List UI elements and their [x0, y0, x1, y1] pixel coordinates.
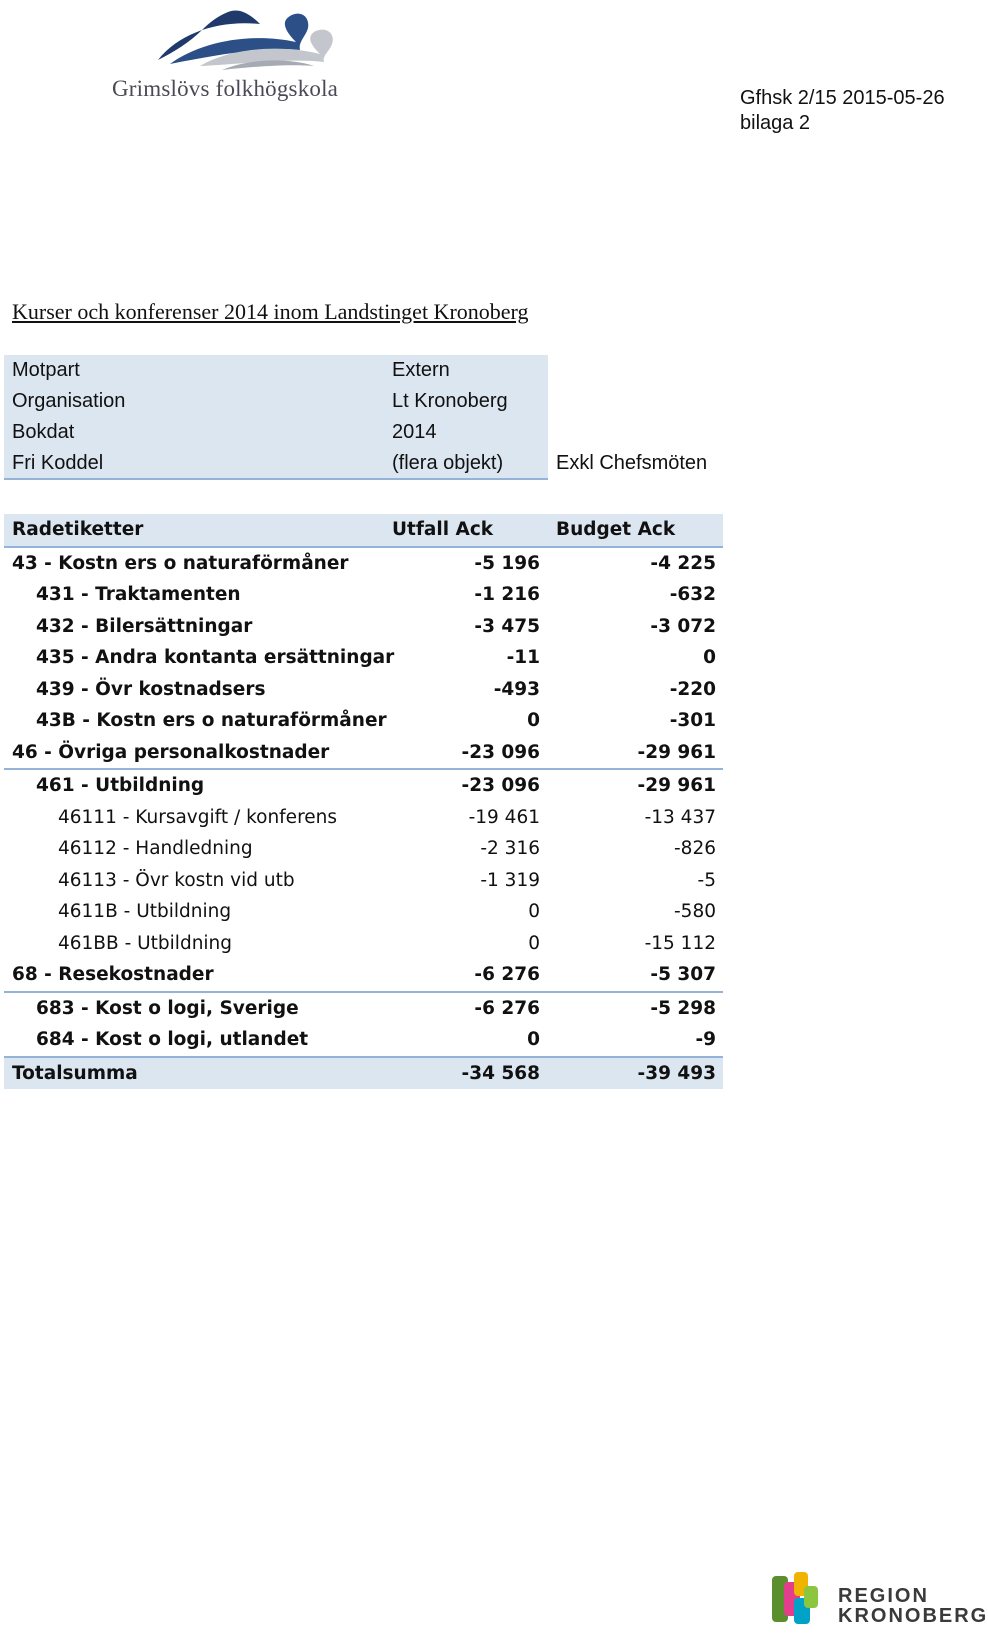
utfall-value: 0	[528, 901, 540, 922]
row-label: 46113 - Övr kostn vid utb	[58, 869, 295, 891]
budget-value: -9	[695, 1029, 716, 1050]
document-reference	[740, 86, 945, 136]
row-label: 435 - Andra kontanta ersättningar	[36, 647, 395, 668]
table-row[interactable]	[4, 833, 723, 865]
table-row[interactable]	[4, 1024, 723, 1056]
filter-row	[4, 448, 724, 479]
budget-value: -4 225	[650, 552, 716, 574]
row-label: 432 - Bilersättningar	[36, 615, 253, 637]
filter-value[interactable]: Lt Kronoberg	[392, 390, 508, 412]
utfall-value: -23 096	[461, 775, 540, 796]
table-row[interactable]	[4, 674, 723, 706]
table-row[interactable]	[4, 993, 723, 1025]
filter-label: Bokdat	[12, 421, 75, 443]
utfall-value: -1 319	[480, 869, 540, 891]
budget-value: -580	[674, 901, 716, 922]
utfall-value: -11	[506, 647, 540, 668]
budget-value: -15 112	[644, 932, 716, 954]
table-row[interactable]	[4, 959, 723, 993]
table-row[interactable]	[4, 802, 723, 834]
filter-label: Organisation	[12, 390, 126, 412]
budget-value: 0	[703, 647, 716, 668]
utfall-value: -19 461	[468, 806, 540, 828]
table-row[interactable]	[4, 737, 723, 771]
total-label: Totalsumma	[12, 1062, 138, 1084]
table-row[interactable]	[4, 611, 723, 643]
row-label: 4611B - Utbildning	[58, 901, 232, 922]
row-label: 43B - Kostn ers o naturaförmåner	[36, 710, 387, 731]
row-label: 46111 - Kursavgift / konferens	[58, 806, 338, 828]
row-label: 684 - Kost o logi, utlandet	[36, 1029, 309, 1050]
budget-value: -29 961	[637, 775, 716, 796]
row-label: 68 - Resekostnader	[12, 964, 214, 985]
table-row[interactable]	[4, 865, 723, 897]
table-row[interactable]	[4, 705, 723, 737]
row-label: 431 - Traktamenten	[36, 584, 241, 605]
budget-value: -5 307	[650, 964, 716, 985]
column-header-utfall: Utfall Ack	[392, 519, 494, 540]
utfall-value: 0	[527, 1029, 540, 1050]
table-row[interactable]	[4, 770, 723, 802]
pivot-table	[4, 514, 723, 1089]
utfall-value: 0	[528, 932, 540, 954]
filter-value[interactable]: Extern	[392, 359, 450, 381]
document-reference-line1: Gfhsk 2/15 2015-05-26	[740, 87, 945, 109]
region-logo-text	[838, 1586, 988, 1626]
total-budget-value: -39 493	[637, 1062, 716, 1084]
filter-label: Motpart	[12, 359, 80, 381]
total-utfall-value: -34 568	[461, 1062, 540, 1084]
column-header-row-labels[interactable]: Radetiketter	[12, 519, 144, 540]
filter-value[interactable]: 2014	[392, 421, 437, 443]
budget-value: -29 961	[637, 741, 716, 763]
filter-note: Exkl Chefsmöten	[556, 452, 708, 474]
table-row[interactable]	[4, 642, 723, 674]
row-label: 43 - Kostn ers o naturaförmåner	[12, 552, 349, 574]
row-label: 461 - Utbildning	[36, 775, 205, 796]
table-row[interactable]	[4, 548, 723, 580]
filter-value[interactable]: (flera objekt)	[392, 452, 504, 474]
page-title: Kurser och konferenser 2014 inom Landstinget Kronoberg	[12, 299, 529, 324]
table-row[interactable]	[4, 896, 723, 928]
total-row[interactable]	[4, 1056, 723, 1090]
school-logo-text: Grimslövs folkhögskola	[112, 76, 339, 101]
budget-value: -5	[697, 869, 716, 891]
utfall-value: -6 276	[474, 997, 540, 1019]
column-header-budget: Budget Ack	[556, 519, 676, 540]
region-logo-line2: KRONOBERG	[838, 1605, 988, 1627]
filter-row	[4, 355, 724, 386]
utfall-value: -1 216	[474, 584, 540, 605]
budget-value: -3 072	[650, 615, 716, 637]
budget-value: -826	[674, 838, 716, 859]
utfall-value: -5 196	[474, 552, 540, 574]
utfall-value: -23 096	[461, 741, 540, 763]
table-header-row	[4, 514, 723, 548]
utfall-value: -3 475	[474, 615, 540, 637]
budget-value: -220	[669, 678, 716, 700]
document-reference-line2: bilaga 2	[740, 112, 811, 134]
table-row[interactable]	[4, 928, 723, 960]
row-label: 461BB - Utbildning	[58, 932, 233, 954]
row-label: 46112 - Handledning	[58, 838, 253, 859]
table-row[interactable]	[4, 579, 723, 611]
filter-row	[4, 386, 724, 417]
filter-row	[4, 417, 724, 448]
pivot-filters	[4, 355, 724, 479]
budget-value: -632	[669, 584, 716, 605]
budget-value: -301	[669, 710, 716, 731]
utfall-value: -2 316	[480, 838, 540, 859]
utfall-value: -493	[493, 678, 540, 700]
budget-value: -13 437	[644, 806, 716, 828]
utfall-value: -6 276	[474, 964, 540, 985]
utfall-value: 0	[527, 710, 540, 731]
row-label: 439 - Övr kostnadsers	[36, 678, 266, 700]
row-label: 683 - Kost o logi, Sverige	[36, 997, 299, 1019]
region-logo-line1: REGION	[838, 1585, 929, 1607]
row-label: 46 - Övriga personalkostnader	[12, 741, 330, 763]
filter-label: Fri Koddel	[12, 452, 104, 474]
budget-value: -5 298	[650, 997, 716, 1019]
